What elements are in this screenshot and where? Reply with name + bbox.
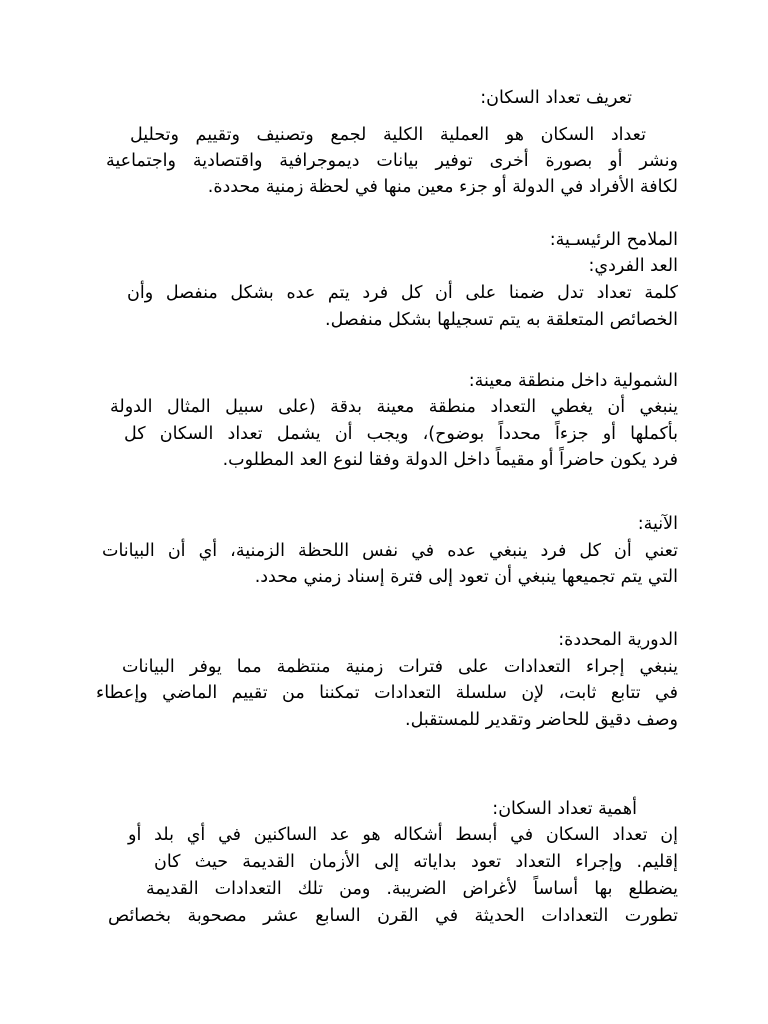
individual-line-1: كلمة تعداد تدل ضمنا على أن كل فرد يتم عده بشكل منفصل وأن <box>127 283 678 303</box>
coverage-heading: الشمولية داخل منطقة معينة: <box>468 371 678 391</box>
features-heading: الملامح الرئيسـية: <box>549 230 678 250</box>
coverage-line-1: ينبغي أن يغطي التعداد منطقة معينة بدقة (على سبيل المثال الدولة <box>110 397 678 417</box>
individual-line-2: الخصائص المتعلقة به يتم تسجيلها بشكل منفصل. <box>325 310 678 330</box>
definition-line-3: لكافة الأفراد في الدولة أو جزء معين منها في لحظة زمنية محددة. <box>207 177 678 197</box>
simultaneity-line-1: تعني أن كل فرد ينبغي عده في نفس اللحظة الزمنية، أي أن البيانات <box>102 541 678 561</box>
periodicity-line-1: ينبغي إجراء التعدادات على فترات زمنية منتظمة مما يوفر البيانات <box>122 657 678 677</box>
definition-heading: تعريف تعداد السكان: <box>480 88 632 108</box>
importance-line-2: إقليم. وإجراء التعداد تعود بداياته إلى الأزمان القديمة حيث كان <box>154 852 678 872</box>
coverage-line-3: فرد يكون حاضراً أو مقيماً داخل الدولة وفقا لنوع العد المطلوب. <box>222 450 678 470</box>
simultaneity-heading: الآنية: <box>637 514 678 534</box>
coverage-line-2: بأكملها أو جزءاً محدداً بوضوح)، ويجب أن يشمل تعداد السكان كل <box>124 424 678 444</box>
importance-line-3: يضطلع بها أساساً لأغراض الضريبة. ومن تلك التعدادات القديمة <box>146 879 678 899</box>
definition-line-2: ونشر أو بصورة أخرى توفير بيانات ديموجرافية واقتصادية واجتماعية <box>106 151 678 171</box>
periodicity-line-3: وصف دقيق للحاضر وتقدير للمستقبل. <box>405 710 678 730</box>
document-page <box>90 0 678 1024</box>
importance-heading: أهمية تعداد السكان: <box>492 799 637 819</box>
importance-line-4: تطورت التعدادات الحديثة في القرن السابع عشر مصحوبة بخصائص <box>108 906 678 926</box>
importance-line-1: إن تعداد السكان في أبسط أشكاله هو عد الساكنين في أي بلد أو <box>128 825 678 845</box>
periodicity-line-2: في تتابع ثابت، لإن سلسلة التعدادات تمكننا من تقييم الماضي وإعطاء <box>96 683 678 703</box>
definition-line-1: تعداد السكان هو العملية الكلية لجمع وتصنيف وتقييم وتحليل <box>130 125 646 145</box>
simultaneity-line-2: التي يتم تجميعها ينبغي أن تعود إلى فترة إسناد زمني محدد. <box>254 567 678 587</box>
individual-heading: العد الفردي: <box>588 256 678 276</box>
periodicity-heading: الدورية المحددة: <box>558 630 678 650</box>
